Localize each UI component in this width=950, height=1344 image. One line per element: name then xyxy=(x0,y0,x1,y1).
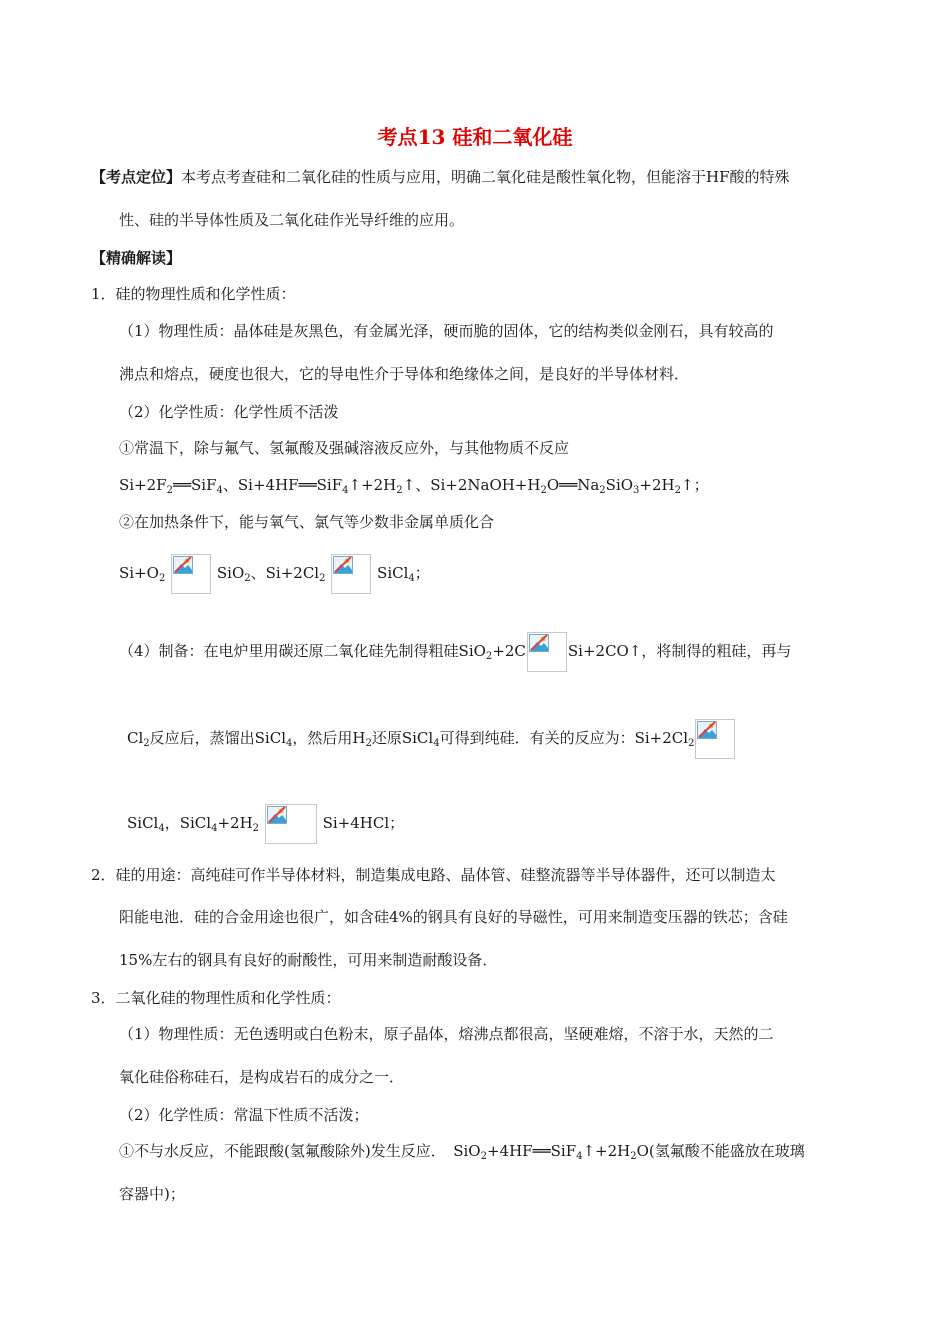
subscript: 2 xyxy=(252,823,260,834)
eq-text: +2C xyxy=(492,642,526,660)
prep-line-1 xyxy=(119,631,791,672)
p3-chem: （2）化学性质：常温下性质不活泼； xyxy=(119,1106,369,1124)
p2-line-1: 2．硅的用途：高纯硅可作半导体材料，制造集成电路、晶体管、硅整流器等半导体器件，还可以制造太 xyxy=(91,866,776,884)
subscript: 4 xyxy=(342,485,349,496)
eq-text: 还原SiCl xyxy=(371,729,434,747)
eq-text: ，然后用H xyxy=(292,729,366,747)
broken-image-icon xyxy=(331,554,371,594)
subscript: 3 xyxy=(633,485,640,496)
eq-text: ； xyxy=(414,564,430,582)
intro-line-1 xyxy=(91,167,790,187)
subscript: 2 xyxy=(396,485,403,496)
p3-item-1 xyxy=(119,1141,805,1161)
subscript: 4 xyxy=(216,485,223,496)
broken-image-icon xyxy=(695,719,735,759)
p1-phys-line-2: 沸点和熔点，硬度也很大，它的导电性介于导体和绝缘体之间，是良好的半导体材料． xyxy=(119,365,690,383)
p1-phys-line-1: （1）物理性质：晶体硅是灰黑色，有金属光泽，硬而脆的固体，它的结构类似金刚石，具有较高的 xyxy=(119,322,774,340)
subscript: 2 xyxy=(166,485,173,496)
p3-phys-line-2: 氧化硅俗称硅石，是构成岩石的成分之一． xyxy=(119,1068,405,1086)
eq-text: SiO xyxy=(605,476,634,494)
subscript: 2 xyxy=(158,573,166,584)
p2-line-2: 阳能电池．硅的合金用途也很广，如含硅4%的钢具有良好的导磁性，可用来制造变压器的铁芯；含硅 xyxy=(119,908,788,926)
eq-text: Si+O xyxy=(119,564,159,582)
subscript: 2 xyxy=(540,485,547,496)
p1-item-1: ①常温下，除与氟气、氢氟酸及强碱溶液反应外，与其他物质不反应 xyxy=(119,439,570,457)
subscript: 2 xyxy=(480,1151,487,1162)
p3-heading: 3．二氧化硅的物理性质和化学性质： xyxy=(91,989,341,1007)
broken-image-icon xyxy=(527,632,567,672)
subscript: 4 xyxy=(433,738,440,749)
eq-text: SiO xyxy=(216,564,245,582)
subscript: 2 xyxy=(688,738,695,749)
eq-text: ↑； xyxy=(681,476,709,494)
eq-text: Si+2F xyxy=(119,476,167,494)
subscript: 4 xyxy=(286,738,293,749)
equation-1 xyxy=(119,475,709,495)
p1-heading: 1．硅的物理性质和化学性质： xyxy=(91,285,296,303)
eq-text: +4HF══SiF xyxy=(486,1142,577,1160)
subscript: 4 xyxy=(158,823,165,834)
eq-text: （4）制备：在电炉里用碳还原二氧化硅先制得粗硅SiO xyxy=(119,642,486,660)
subscript: 2 xyxy=(365,738,372,749)
page-title: 考点13 硅和二氧化硅 xyxy=(377,125,573,149)
eq-text: ↑、Si+2NaOH+H xyxy=(402,476,541,494)
subscript: 4 xyxy=(408,573,415,584)
equation-2 xyxy=(119,553,430,594)
eq-text: 反应后，蒸馏出SiCl xyxy=(149,729,287,747)
eq-text: ↑+2H xyxy=(348,476,397,494)
eq-text: ══SiF xyxy=(172,476,217,494)
subscript: 2 xyxy=(319,573,326,584)
eq-text: 可得到纯硅．有关的反应为：Si+2Cl xyxy=(439,729,689,747)
prep-line-3 xyxy=(127,803,404,844)
broken-image-icon xyxy=(171,554,211,594)
p3-item-1-cont: 容器中)； xyxy=(119,1185,185,1203)
eq-text: SiCl xyxy=(377,564,409,582)
eq-text: +2H xyxy=(639,476,675,494)
eq-text: +2H xyxy=(217,814,253,832)
eq-text: ①不与水反应，不能跟酸(氢氟酸除外)发生反应． SiO xyxy=(119,1142,481,1160)
eq-text: O══Na xyxy=(546,476,600,494)
prep-line-2 xyxy=(127,718,736,759)
broken-image-icon xyxy=(265,804,317,844)
subscript: 4 xyxy=(211,823,218,834)
p2-line-3: 15%左右的钢具有良好的耐酸性，可用来制造耐酸设备． xyxy=(119,951,498,969)
p1-chem: （2）化学性质：化学性质不活泼 xyxy=(119,403,339,421)
intro-line-2: 性、硅的半导体性质及二氧化硅作光导纤维的应用。 xyxy=(119,211,465,229)
eq-text: Si+4HCl； xyxy=(322,814,405,832)
subscript: 2 xyxy=(244,573,251,584)
p3-phys-line-1: （1）物理性质：无色透明或白色粉末，原子晶体，熔沸点都很高，坚硬难熔，不溶于水，天然的二 xyxy=(119,1025,774,1043)
intro-tag: 【考点定位】 xyxy=(91,168,182,186)
subscript: 2 xyxy=(143,738,150,749)
eq-text: 、Si+2Cl xyxy=(250,564,320,582)
eq-text: Si+2CO↑，将制得的粗硅，再与 xyxy=(567,642,792,660)
eq-text: 、Si+4HF══SiF xyxy=(222,476,343,494)
subscript: 2 xyxy=(599,485,606,496)
subscript: 2 xyxy=(485,651,493,662)
eq-text: ↑+2H xyxy=(582,1142,631,1160)
intro-text-1: 本考点考查硅和二氧化硅的性质与应用，明确二氧化硅是酸性氧化物，但能溶于HF酸的特殊 xyxy=(181,168,790,186)
eq-text: O(氢氟酸不能盛放在玻璃 xyxy=(636,1142,805,1160)
eq-text: SiCl xyxy=(127,814,159,832)
subscript: 2 xyxy=(630,1151,637,1162)
p1-item-2: ②在加热条件下，能与氧气、氯气等少数非金属单质化合 xyxy=(119,513,495,531)
subscript: 2 xyxy=(674,485,681,496)
subscript: 4 xyxy=(576,1151,583,1162)
eq-text: ，SiCl xyxy=(164,814,212,832)
section-heading: 【精确解读】 xyxy=(91,249,182,267)
eq-text: Cl xyxy=(127,729,144,747)
